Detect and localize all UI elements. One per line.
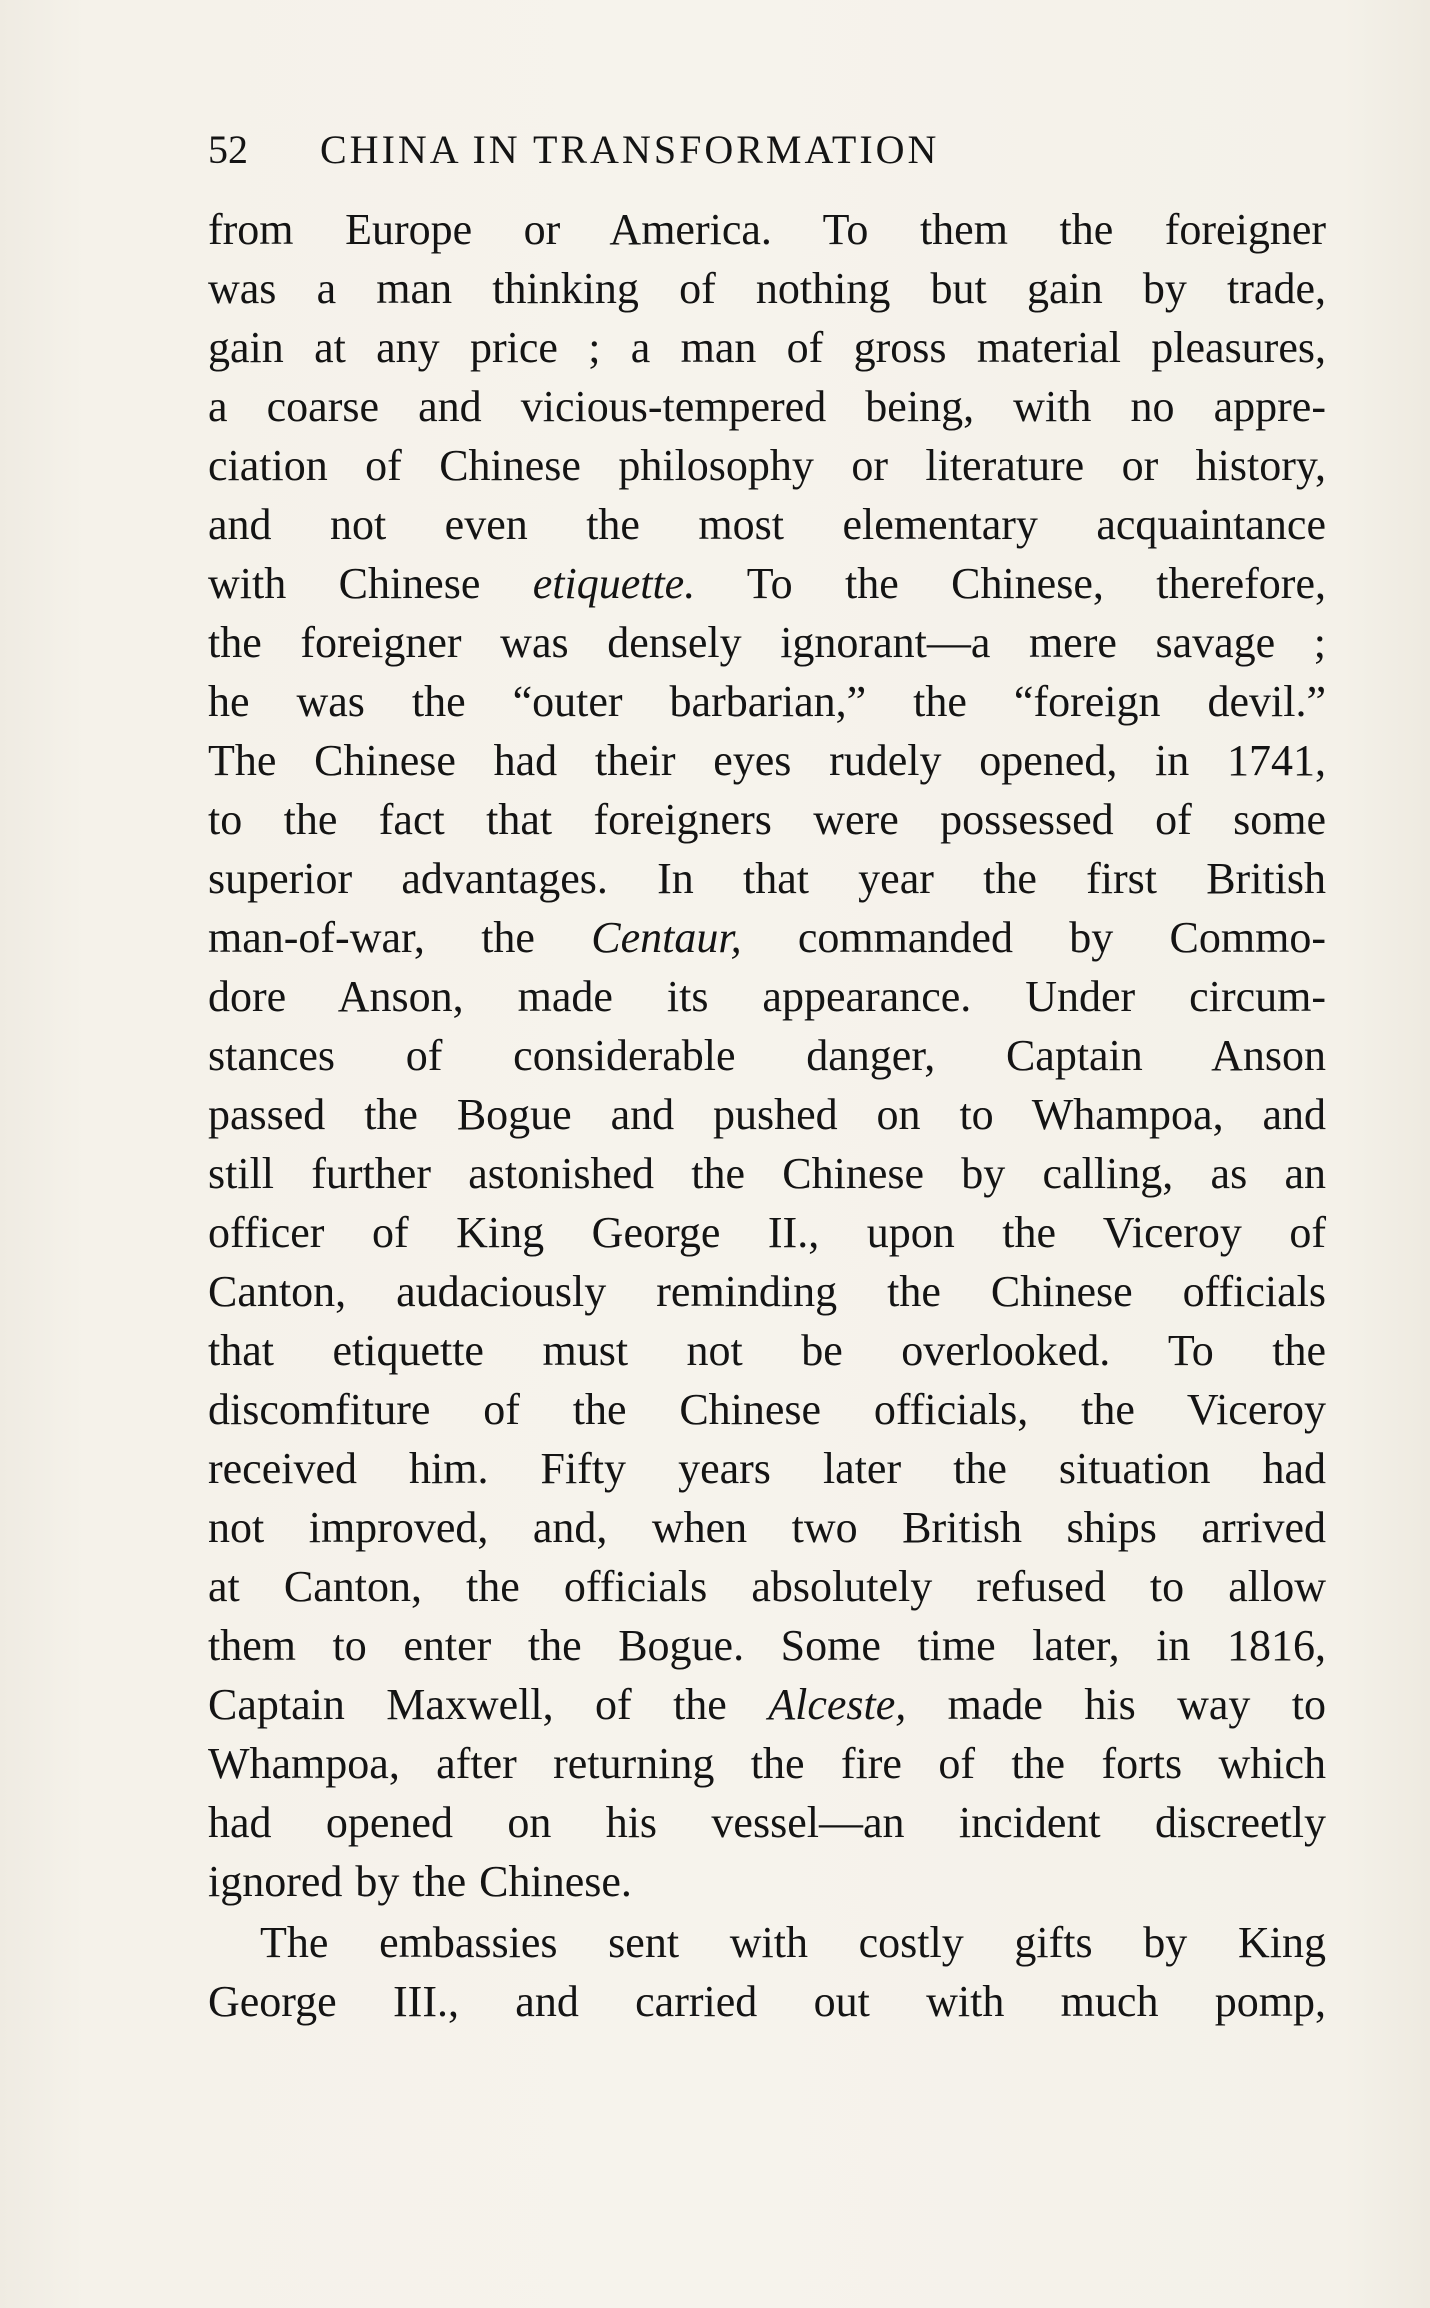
text-line	[208, 1675, 1326, 1734]
text-line: Canton, audaciously reminding the Chinese officials	[208, 1267, 1326, 1316]
text-segment: To the Chinese, therefore,	[695, 559, 1326, 608]
text-line: he was the “outer barbarian,” the “foreign devil.”	[208, 677, 1326, 726]
text-line: still further astonished the Chinese by calling, as an	[208, 1149, 1326, 1198]
body-text	[208, 200, 1326, 2031]
text-segment: with Chinese	[208, 559, 533, 608]
text-line: discomfiture of the Chinese officials, the Viceroy	[208, 1385, 1326, 1434]
text-segment: commanded by Commo-	[741, 913, 1326, 962]
text-line: The embassies sent with costly gifts by King	[260, 1918, 1326, 1967]
text-line: superior advantages. In that year the first British	[208, 854, 1326, 903]
text-line	[208, 908, 1326, 967]
text-line: received him. Fifty years later the situation had	[208, 1444, 1326, 1493]
text-line: stances of considerable danger, Captain Anson	[208, 1031, 1326, 1080]
text-segment: made his way to	[906, 1680, 1326, 1729]
text-line: that etiquette must not be overlooked. To the	[208, 1326, 1326, 1375]
running-title: CHINA IN TRANSFORMATION	[320, 127, 940, 172]
text-line: George III., and carried out with much pomp,	[208, 1977, 1326, 2026]
text-line: Whampoa, after returning the fire of the forts which	[208, 1739, 1326, 1788]
text-line: The Chinese had their eyes rudely opened, in 1741,	[208, 736, 1326, 785]
text-line: ciation of Chinese philosophy or literature or history,	[208, 441, 1326, 490]
text-line: them to enter the Bogue. Some time later, in 1816,	[208, 1621, 1326, 1670]
text-line	[208, 554, 1326, 613]
text-line: ignored by the Chinese.	[208, 1857, 632, 1906]
text-line: officer of King George II., upon the Viceroy of	[208, 1208, 1326, 1257]
page-number: 52	[208, 127, 248, 172]
italic-term: etiquette.	[532, 559, 696, 608]
text-line: dore Anson, made its appearance. Under circum-	[208, 972, 1326, 1021]
text-line: to the fact that foreigners were possessed of some	[208, 795, 1326, 844]
paragraph-1	[208, 200, 1326, 1911]
text-line: and not even the most elementary acquaintance	[208, 500, 1326, 549]
text-line: the foreigner was densely ignorant—a mere savage ;	[208, 618, 1326, 667]
paragraph-2	[208, 1913, 1326, 2031]
text-line: a coarse and vicious-tempered being, with no appre-	[208, 382, 1326, 431]
text-line: not improved, and, when two British ships arrived	[208, 1503, 1326, 1552]
text-segment: Captain Maxwell, of the	[208, 1680, 769, 1729]
text-line: had opened on his vessel—an incident discreetly	[208, 1798, 1326, 1847]
ship-name: Alceste,	[768, 1680, 907, 1729]
text-line: gain at any price ; a man of gross material pleasures,	[208, 323, 1326, 372]
text-line: from Europe or America. To them the foreigner	[208, 205, 1326, 254]
text-line: at Canton, the officials absolutely refused to allow	[208, 1562, 1326, 1611]
text-line: was a man thinking of nothing but gain by trade,	[208, 264, 1326, 313]
running-head	[208, 122, 1208, 178]
text-segment: man-of-war, the	[208, 913, 592, 962]
text-line: passed the Bogue and pushed on to Whampoa, and	[208, 1090, 1326, 1139]
ship-name: Centaur,	[591, 913, 742, 962]
